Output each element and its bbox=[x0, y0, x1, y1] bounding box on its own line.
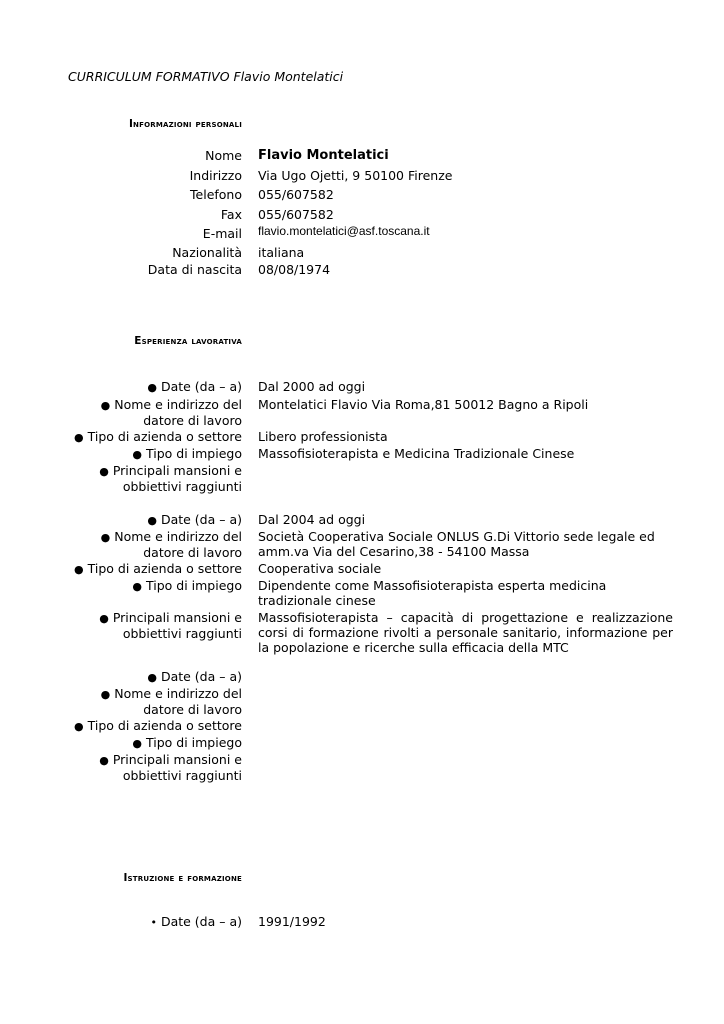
field-label: Fax bbox=[220, 207, 242, 222]
bullet-icon: ● bbox=[147, 671, 157, 684]
field-value-name: Flavio Montelatici bbox=[258, 148, 389, 163]
bullet-icon: ● bbox=[74, 720, 84, 733]
bullet-icon: ● bbox=[99, 612, 109, 625]
work-value-date: Dal 2004 ad oggi bbox=[258, 512, 366, 527]
bullet-icon: ● bbox=[99, 465, 109, 478]
work-label-date: ● Date (da – a) bbox=[147, 669, 242, 684]
work-label-employer: ● Nome e indirizzo del datore di lavoro bbox=[100, 397, 242, 428]
field-label: E-mail bbox=[202, 226, 242, 241]
field-value-fax: 055/607582 bbox=[258, 207, 334, 222]
work-value-sector: Cooperativa sociale bbox=[258, 561, 382, 576]
work-label-job: ● Tipo di impiego bbox=[132, 578, 242, 593]
field-label: Nome bbox=[205, 148, 242, 163]
work-label-sector: ● Tipo di azienda o settore bbox=[74, 561, 242, 576]
work-label-sector: ● Tipo di azienda o settore bbox=[74, 429, 242, 444]
work-value-date: Dal 2000 ad oggi bbox=[258, 379, 366, 394]
field-label: Nazionalità bbox=[172, 245, 242, 260]
work-label-sector: ● Tipo di azienda o settore bbox=[74, 718, 242, 733]
work-value-sector: Libero professionista bbox=[258, 429, 388, 444]
work-label-date: ● Date (da – a) bbox=[147, 512, 242, 527]
bullet-icon: • bbox=[150, 916, 157, 929]
work-value-job: Massofisioterapista e Medicina Tradizionale Cinese bbox=[258, 446, 575, 461]
work-label-duties: ● Principali mansioni e obbiettivi raggiunti bbox=[99, 610, 242, 641]
work-label-date: ● Date (da – a) bbox=[147, 379, 242, 394]
bullet-icon: ● bbox=[147, 381, 157, 394]
section-heading-personal: Informazioni personali bbox=[128, 118, 242, 130]
field-label: Data di nascita bbox=[147, 262, 242, 277]
bullet-icon: ● bbox=[99, 754, 109, 767]
field-value-address: Via Ugo Ojetti, 9 50100 Firenze bbox=[258, 168, 453, 183]
work-value-job: Dipendente come Massofisioterapista esperta medicina tradizionale cinese bbox=[258, 578, 607, 608]
work-label-job: ● Tipo di impiego bbox=[132, 735, 242, 750]
work-value-employer: Montelatici Flavio Via Roma,81 50012 Bagno a Ripoli bbox=[258, 397, 589, 412]
work-value-employer: Società Cooperativa Sociale ONLUS G.Di Vittorio sede legale ed amm.va Via del Cesarino,38 - 54100 Massa bbox=[258, 529, 655, 559]
bullet-icon: ● bbox=[74, 563, 84, 576]
field-value-nationality: italiana bbox=[258, 245, 305, 260]
bullet-icon: ● bbox=[100, 531, 111, 544]
bullet-icon: ● bbox=[132, 737, 142, 750]
bullet-icon: ● bbox=[147, 514, 157, 527]
education-value-date: 1991/1992 bbox=[258, 914, 326, 929]
bullet-icon: ● bbox=[132, 448, 142, 461]
bullet-icon: ● bbox=[100, 688, 111, 701]
work-value-duties: Massofisioterapista – capacità di progettazione e realizzazione corsi di formazione rivolti a personale sanitario, informazione per la popolazione e ricerche sulla efficacia della MTC bbox=[258, 610, 673, 655]
field-label: Telefono bbox=[190, 187, 242, 202]
work-label-job: ● Tipo di impiego bbox=[132, 446, 242, 461]
section-heading-education: Istruzione e formazione bbox=[123, 872, 242, 884]
field-value-birthdate: 08/08/1974 bbox=[258, 262, 331, 277]
field-value-phone: 055/607582 bbox=[258, 187, 334, 202]
section-heading-work: Esperienza lavorativa bbox=[134, 335, 242, 347]
work-label-duties: ● Principali mansioni e obbiettivi raggiunti bbox=[99, 463, 242, 494]
document-title: CURRICULUM FORMATIVO Flavio Montelatici bbox=[68, 69, 344, 84]
work-label-employer: ● Nome e indirizzo del datore di lavoro bbox=[100, 686, 242, 717]
field-label: Indirizzo bbox=[189, 168, 242, 183]
education-label-date: • Date (da – a) bbox=[150, 914, 242, 929]
work-label-employer: ● Nome e indirizzo del datore di lavoro bbox=[100, 529, 242, 560]
bullet-icon: ● bbox=[74, 431, 84, 444]
work-label-duties: ● Principali mansioni e obbiettivi raggiunti bbox=[99, 752, 242, 783]
bullet-icon: ● bbox=[132, 580, 142, 593]
field-value-email[interactable]: flavio.montelatici@asf.toscana.it bbox=[258, 224, 430, 238]
bullet-icon: ● bbox=[100, 399, 111, 412]
